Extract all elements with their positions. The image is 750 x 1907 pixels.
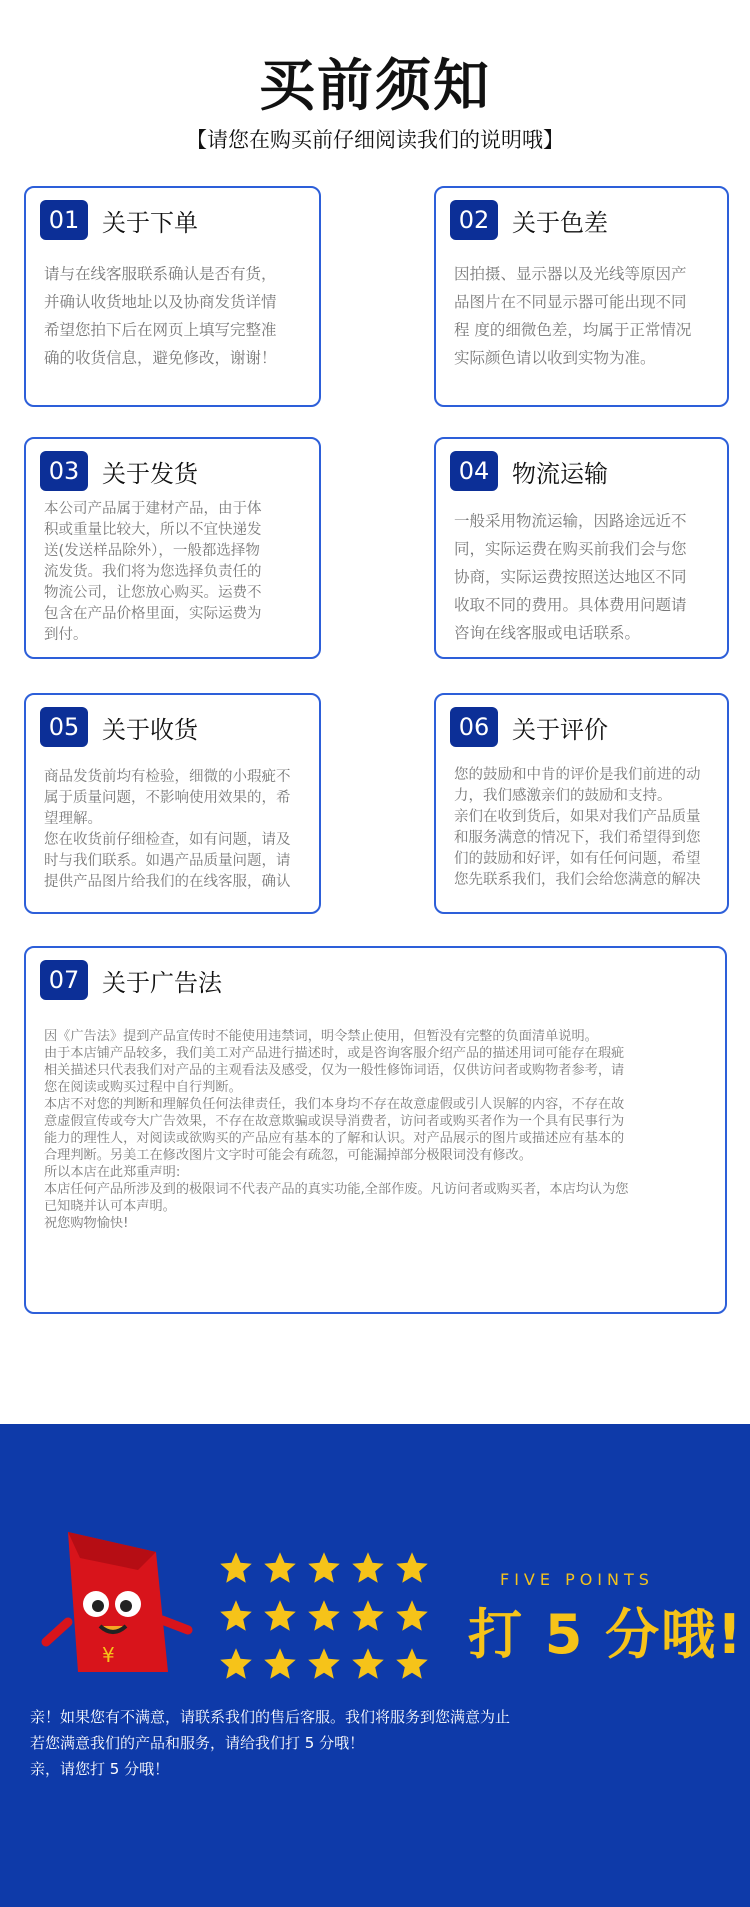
- promo-line: 亲！如果您有不满意，请联系我们的售后客服。我们将服务到您满意为止: [30, 1708, 511, 1726]
- promo-message: [30, 1704, 510, 1782]
- star-icon: [350, 1646, 386, 1682]
- star-rating: [218, 1550, 438, 1694]
- card-line: 力，我们感激亲们的鼓励和支持。: [454, 788, 672, 804]
- star-icon: [218, 1550, 254, 1586]
- card-line: 所以本店在此郑重声明:: [44, 1165, 181, 1180]
- card-line: 到付。: [44, 627, 88, 643]
- card-title: 关于下单: [102, 208, 198, 237]
- card-title: 关于色差: [512, 208, 608, 237]
- card-line: 本店任何产品所涉及到的极限词不代表产品的真实功能,全部作废。凡访问者或购买者，本店均认为您: [44, 1182, 629, 1197]
- yuan-symbol: ¥: [102, 1643, 115, 1667]
- card-line: 本店不对您的判断和理解负任何法律责任，我们本身均不存在故意虚假或引人误解的内容，不存在故: [44, 1097, 625, 1112]
- notice-card-advertising-law: [24, 946, 727, 1314]
- card-line: 程 度的细微色差，均属于正常情况: [454, 321, 692, 339]
- card-line: 品图片在不同显示器可能出现不同: [454, 293, 687, 311]
- card-number: 05: [40, 707, 88, 747]
- promo-line: 亲，请您打 5 分哦！: [30, 1760, 170, 1778]
- card-line: 希望您拍下后在网页上填写完整准: [44, 321, 277, 339]
- card-line: 您先联系我们，我们会给您满意的解决: [454, 872, 701, 888]
- card-number: 06: [450, 707, 498, 747]
- card-line: 和服务满意的情况下，我们希望得到您: [454, 830, 701, 846]
- card-line: 祝您购物愉快!: [44, 1216, 129, 1231]
- card-body: [44, 1028, 715, 1232]
- card-number: 01: [40, 200, 88, 240]
- card-line: 因拍摄、显示器以及光线等原因产: [454, 265, 687, 283]
- notice-card-color-difference: [434, 186, 729, 407]
- card-line: 时与我们联系。如遇产品质量问题，请: [44, 853, 291, 869]
- page-title: 买前须知: [259, 54, 491, 119]
- card-title: 关于评价: [512, 715, 608, 744]
- card-line: 意虚假宣传或夸大广告效果，不存在故意欺骗或误导消费者，访问者或购买者作为一个具有民事行为: [44, 1114, 625, 1129]
- card-line: 确的收货信息，避免修改，谢谢！: [44, 349, 277, 367]
- five-star-banner: [0, 1424, 750, 1907]
- card-line: 咨询在线客服或电话联系。: [454, 624, 641, 642]
- star-icon: [306, 1646, 342, 1682]
- card-line: 亲们在收到货后，如果对我们产品质量: [454, 809, 701, 825]
- card-line: 能力的理性人，对阅读或欲购买的产品应有基本的了解和认识。对产品展示的图片或描述应有基本的: [44, 1131, 625, 1146]
- card-line: 提供产品图片给我们的在线客服，确认: [44, 874, 291, 890]
- card-number: 07: [40, 960, 88, 1000]
- card-line: 已知晓并认可本声明。: [44, 1199, 176, 1214]
- card-body: [44, 767, 305, 893]
- card-line: 相关描述只代表我们对产品的主观看法及感受，仅为一般性修饰词语，仅供访问者或购物者参考，请: [44, 1063, 625, 1078]
- card-line: 流发货。我们将为您选择负责任的: [44, 564, 262, 580]
- star-row: [218, 1598, 438, 1634]
- star-icon: [262, 1550, 298, 1586]
- card-body: [454, 765, 713, 891]
- star-icon: [306, 1550, 342, 1586]
- five-points-headline: 打 5 分哦!: [468, 1603, 744, 1666]
- card-body: [44, 260, 305, 372]
- star-icon: [394, 1550, 430, 1586]
- card-title: 关于广告法: [102, 968, 222, 997]
- card-line: 送(发送样品除外），一般都选择物: [44, 543, 260, 559]
- notice-card-shipping: [24, 437, 321, 659]
- card-line: 包含在产品价格里面，实际运费为: [44, 606, 262, 622]
- card-line: 并确认收货地址以及协商发货详情: [44, 293, 277, 311]
- card-body: [44, 499, 305, 646]
- card-line: 您的鼓励和中肯的评价是我们前进的动: [454, 767, 701, 783]
- five-points-tag: FIVE POINTS: [500, 1570, 654, 1589]
- star-icon: [350, 1598, 386, 1634]
- star-icon: [262, 1598, 298, 1634]
- star-icon: [218, 1646, 254, 1682]
- card-line: 本公司产品属于建材产品，由于体: [44, 501, 262, 517]
- star-icon: [350, 1550, 386, 1586]
- card-line: 实际颜色请以收到实物为准。: [454, 349, 656, 367]
- card-line: 请与在线客服联系确认是否有货，: [44, 265, 277, 283]
- card-line: 们的鼓励和好评，如有任何问题，希望: [454, 851, 701, 867]
- star-icon: [394, 1598, 430, 1634]
- card-line: 望理解。: [44, 811, 102, 827]
- card-line: 一般采用物流运输，因路途远近不: [454, 512, 687, 530]
- card-body: [454, 507, 713, 647]
- star-icon: [394, 1646, 430, 1682]
- card-line: 商品发货前均有检验，细微的小瑕疵不: [44, 769, 291, 785]
- notice-card-logistics: [434, 437, 729, 659]
- star-row: [218, 1646, 438, 1682]
- card-line: 由于本店铺产品较多，我们美工对产品进行描述时，或是咨询客服介绍产品的描述用词可能存在瑕疵: [44, 1046, 625, 1061]
- star-icon: [262, 1646, 298, 1682]
- card-line: 积或重量比较大，所以不宜快递发: [44, 522, 262, 538]
- card-number: 03: [40, 451, 88, 491]
- card-line: 属于质量问题，不影响使用效果的，希: [44, 790, 291, 806]
- star-icon: [306, 1598, 342, 1634]
- card-line: 同，实际运费在购买前我们会与您: [454, 540, 687, 558]
- card-number: 02: [450, 200, 498, 240]
- card-line: 合理判断。另美工在修改图片文字时可能会有疏忽，可能漏掉部分极限词没有修改。: [44, 1148, 532, 1163]
- card-line: 收取不同的费用。具体费用问题请: [454, 596, 687, 614]
- card-line: 您在收货前仔细检查，如有问题，请及: [44, 832, 291, 848]
- notice-card-receiving: [24, 693, 321, 914]
- card-line: 您在阅读或购买过程中自行判断。: [44, 1080, 242, 1095]
- card-title: 关于发货: [102, 459, 198, 488]
- card-title: 关于收货: [102, 715, 198, 744]
- promo-line: 若您满意我们的产品和服务，请给我们打 5 分哦！: [30, 1734, 365, 1752]
- card-number: 04: [450, 451, 498, 491]
- page-subtitle: 【请您在购买前仔细阅读我们的说明哦】: [186, 128, 564, 152]
- card-line: 协商，实际运费按照送达地区不同: [454, 568, 687, 586]
- star-row: [218, 1550, 438, 1586]
- red-envelope-mascot-icon: [38, 1522, 198, 1682]
- notice-card-ordering: [24, 186, 321, 407]
- card-body: [454, 260, 713, 372]
- star-icon: [218, 1598, 254, 1634]
- card-line: 因《广告法》提到产品宣传时不能使用违禁词，明令禁止使用，但暂没有完整的负面清单说明。: [44, 1029, 598, 1044]
- notice-card-reviews: [434, 693, 729, 914]
- card-title: 物流运输: [512, 459, 608, 488]
- card-line: 物流公司，让您放心购买。运费不: [44, 585, 262, 601]
